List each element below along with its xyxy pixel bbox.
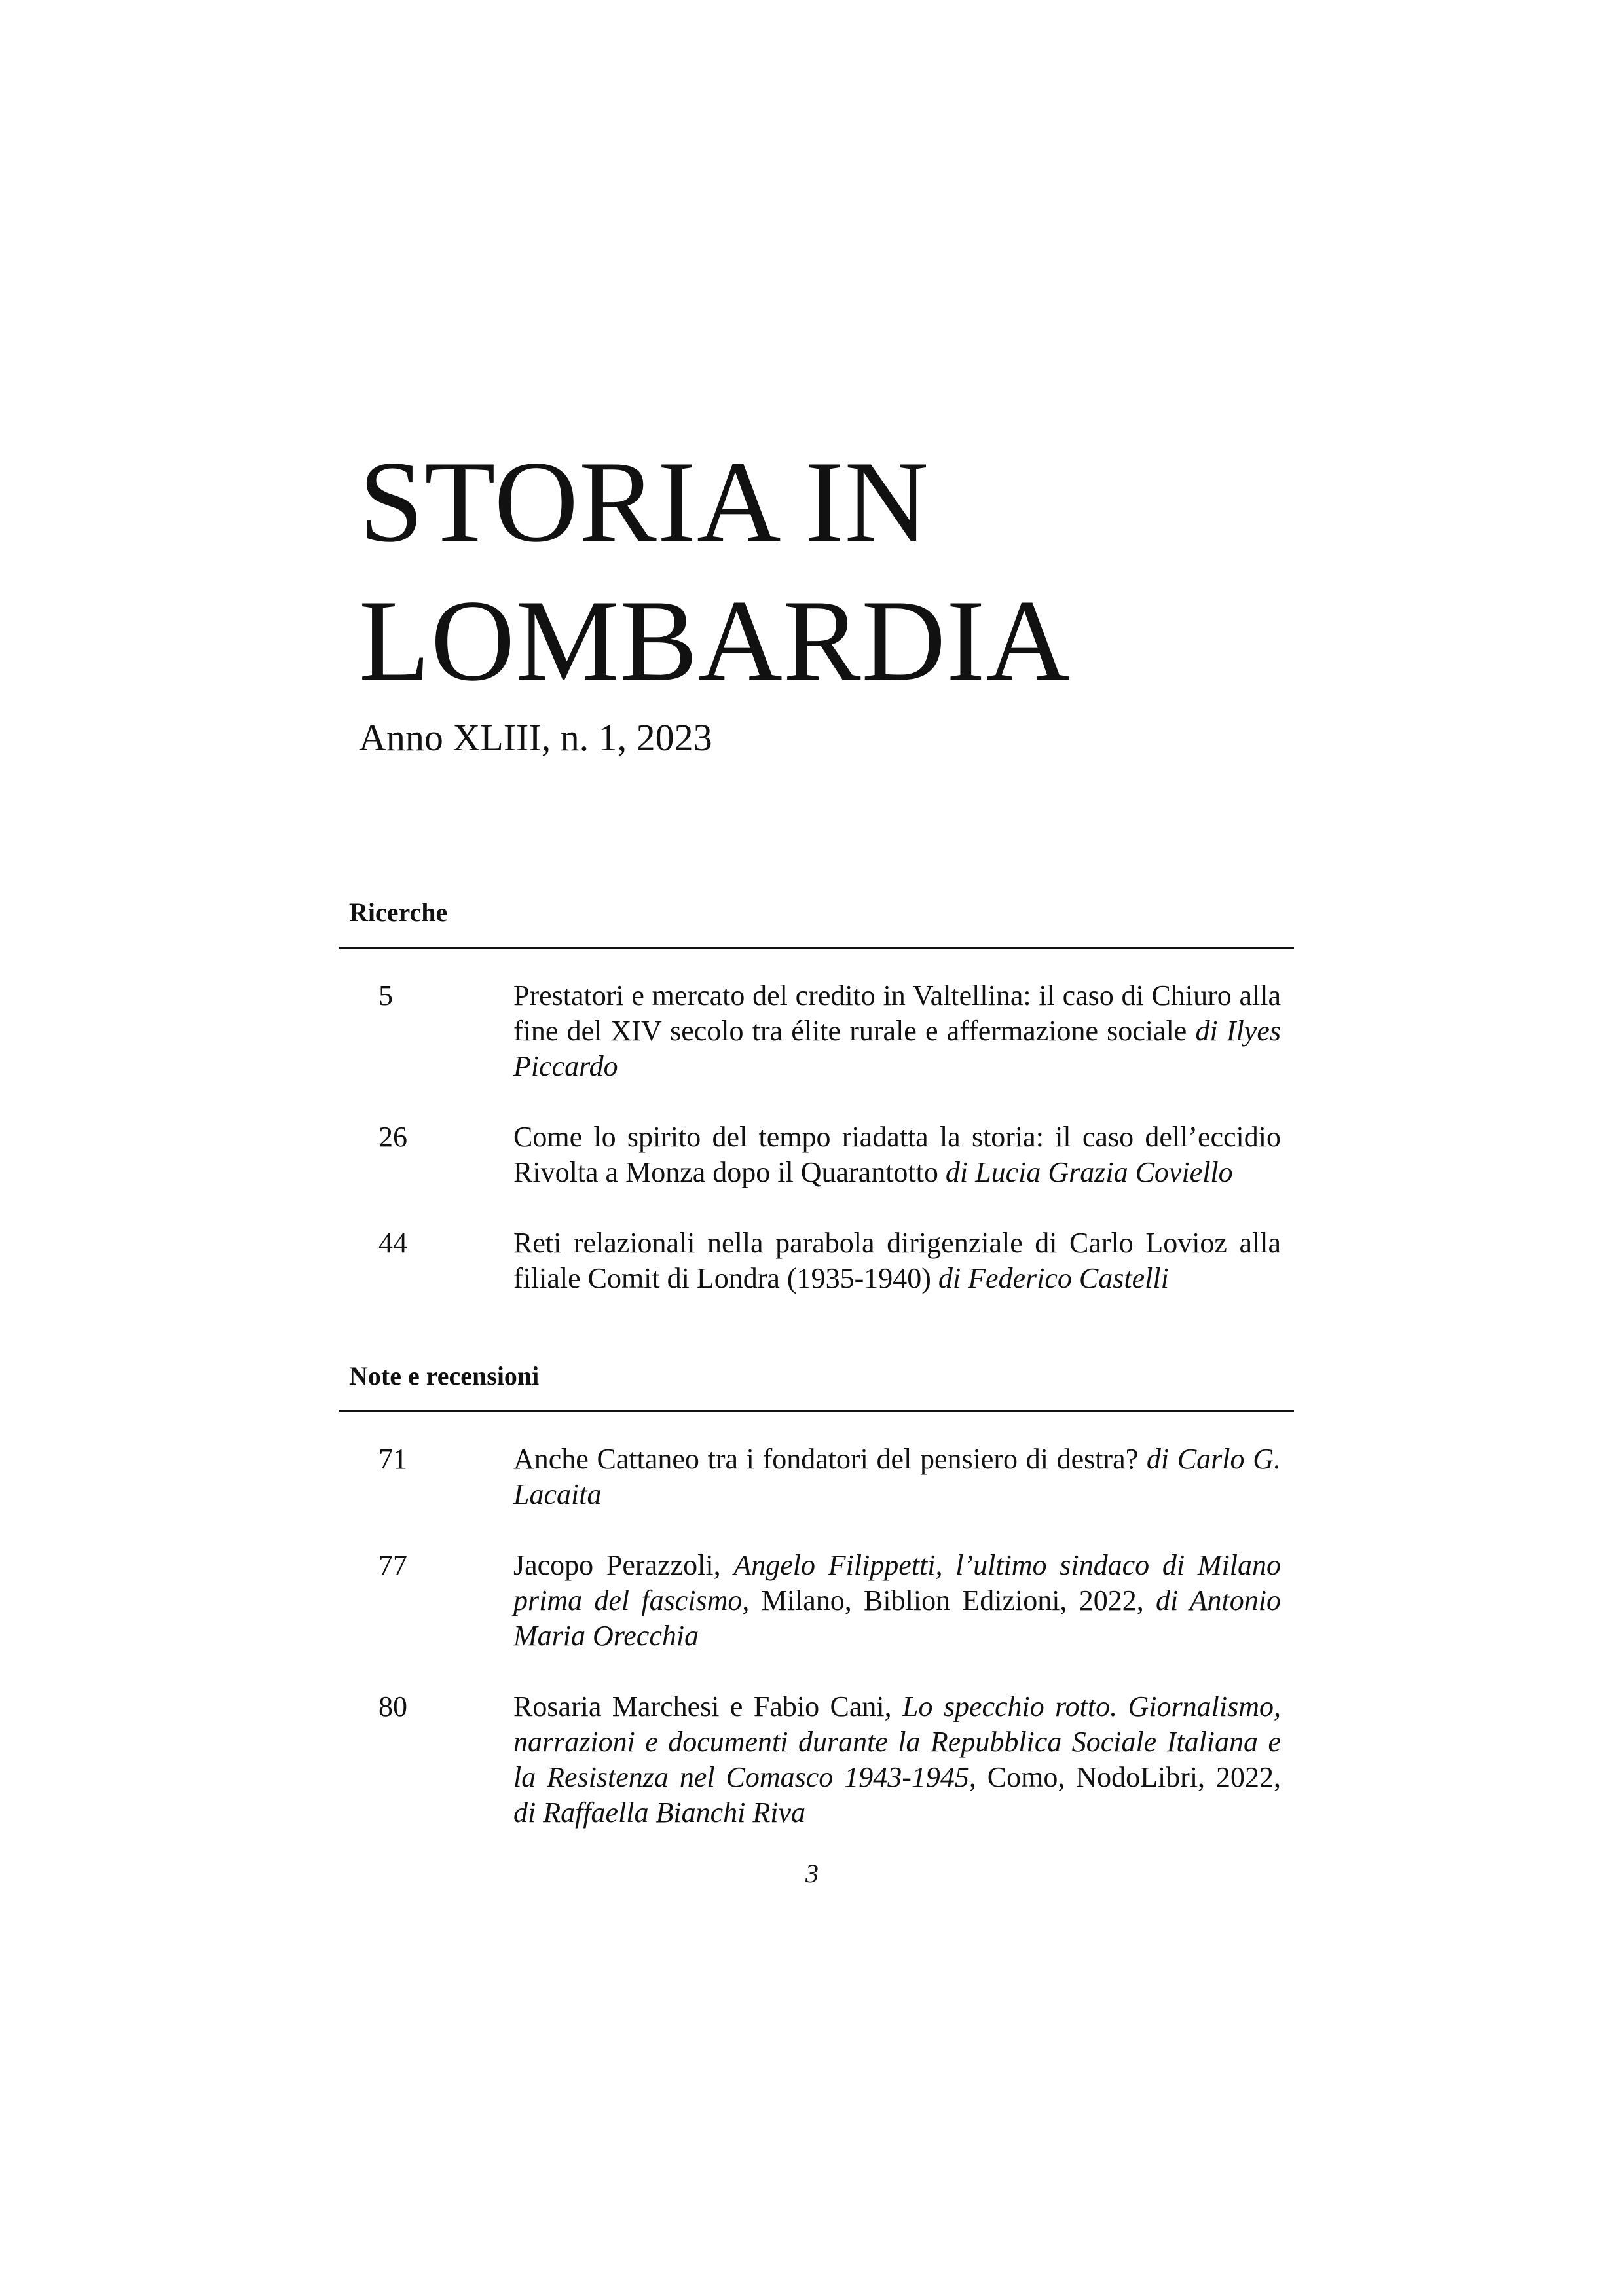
entry-author: di Ilyes Piccardo: [513, 1015, 1281, 1082]
journal-title-line-2: LOMBARDIA: [359, 575, 1071, 705]
entry-book-author: Jacopo Perazzoli,: [513, 1549, 734, 1581]
entry-publication-info: , Como, NodoLibri, 2022,: [969, 1761, 1281, 1793]
entry-reviewer: di Raffaella Bianchi Riva: [513, 1796, 806, 1829]
toc-page-number: 80: [378, 1690, 407, 1722]
entry-title: Reti relazionali nella parabola dirigenziale di Carlo Lovioz alla filiale Comit di Londra (1935-1940): [513, 1227, 1281, 1294]
toc-page-number: 44: [378, 1227, 407, 1259]
page-number: 3: [805, 1859, 819, 1888]
entry-author: di Federico Castelli: [938, 1262, 1169, 1294]
section-rule: [339, 947, 1294, 949]
entry-title: Anche Cattaneo tra i fondatori del pensiero di destra?: [513, 1443, 1147, 1475]
toc-page-number: 71: [378, 1443, 407, 1475]
toc-entry-text: [513, 1120, 1281, 1190]
section-rule: [339, 1410, 1294, 1412]
toc-entry-text: [513, 1689, 1281, 1831]
toc-page-number: 26: [378, 1121, 407, 1153]
entry-author: di Lucia Grazia Coviello: [945, 1156, 1233, 1188]
section-heading-ricerche: Ricerche: [349, 898, 448, 927]
entry-author: di Carlo G. Lacaita: [513, 1443, 1281, 1510]
entry-book-title: Angelo Filippetti, l’ultimo sindaco di Milano prima del fascismo: [513, 1549, 1281, 1616]
entry-book-author: Rosaria Marchesi e Fabio Cani,: [513, 1690, 902, 1722]
entry-book-title: Lo specchio rotto. Giornalismo, narrazioni e documenti durante la Repubblica Sociale Italiana e la Resistenza nel Comasco 1943-1945: [513, 1690, 1281, 1793]
entry-publication-info: , Milano, Biblion Edizioni, 2022,: [742, 1584, 1156, 1616]
entry-reviewer: di Antonio Maria Orecchia: [513, 1584, 1281, 1652]
journal-title: [359, 432, 1071, 710]
entry-title: Prestatori e mercato del credito in Valtellina: il caso di Chiuro alla fine del XIV secolo tra élite rurale e affermazione sociale: [513, 979, 1281, 1047]
toc-entry-text: [513, 1442, 1281, 1512]
toc-entry-text: [513, 978, 1281, 1084]
issue-info: Anno XLIII, n. 1, 2023: [359, 716, 712, 759]
entry-title: Come lo spirito del tempo riadatta la storia: il caso dell’eccidio Rivolta a Monza dopo il Quarantotto: [513, 1121, 1281, 1188]
toc-entry-text: [513, 1226, 1281, 1296]
journal-title-line-1: STORIA IN: [359, 437, 930, 566]
section-heading-note-e-recensioni: Note e recensioni: [349, 1361, 540, 1391]
toc-entry-text: [513, 1548, 1281, 1654]
toc-page-number: 77: [378, 1549, 407, 1581]
toc-page-number: 5: [378, 979, 393, 1011]
